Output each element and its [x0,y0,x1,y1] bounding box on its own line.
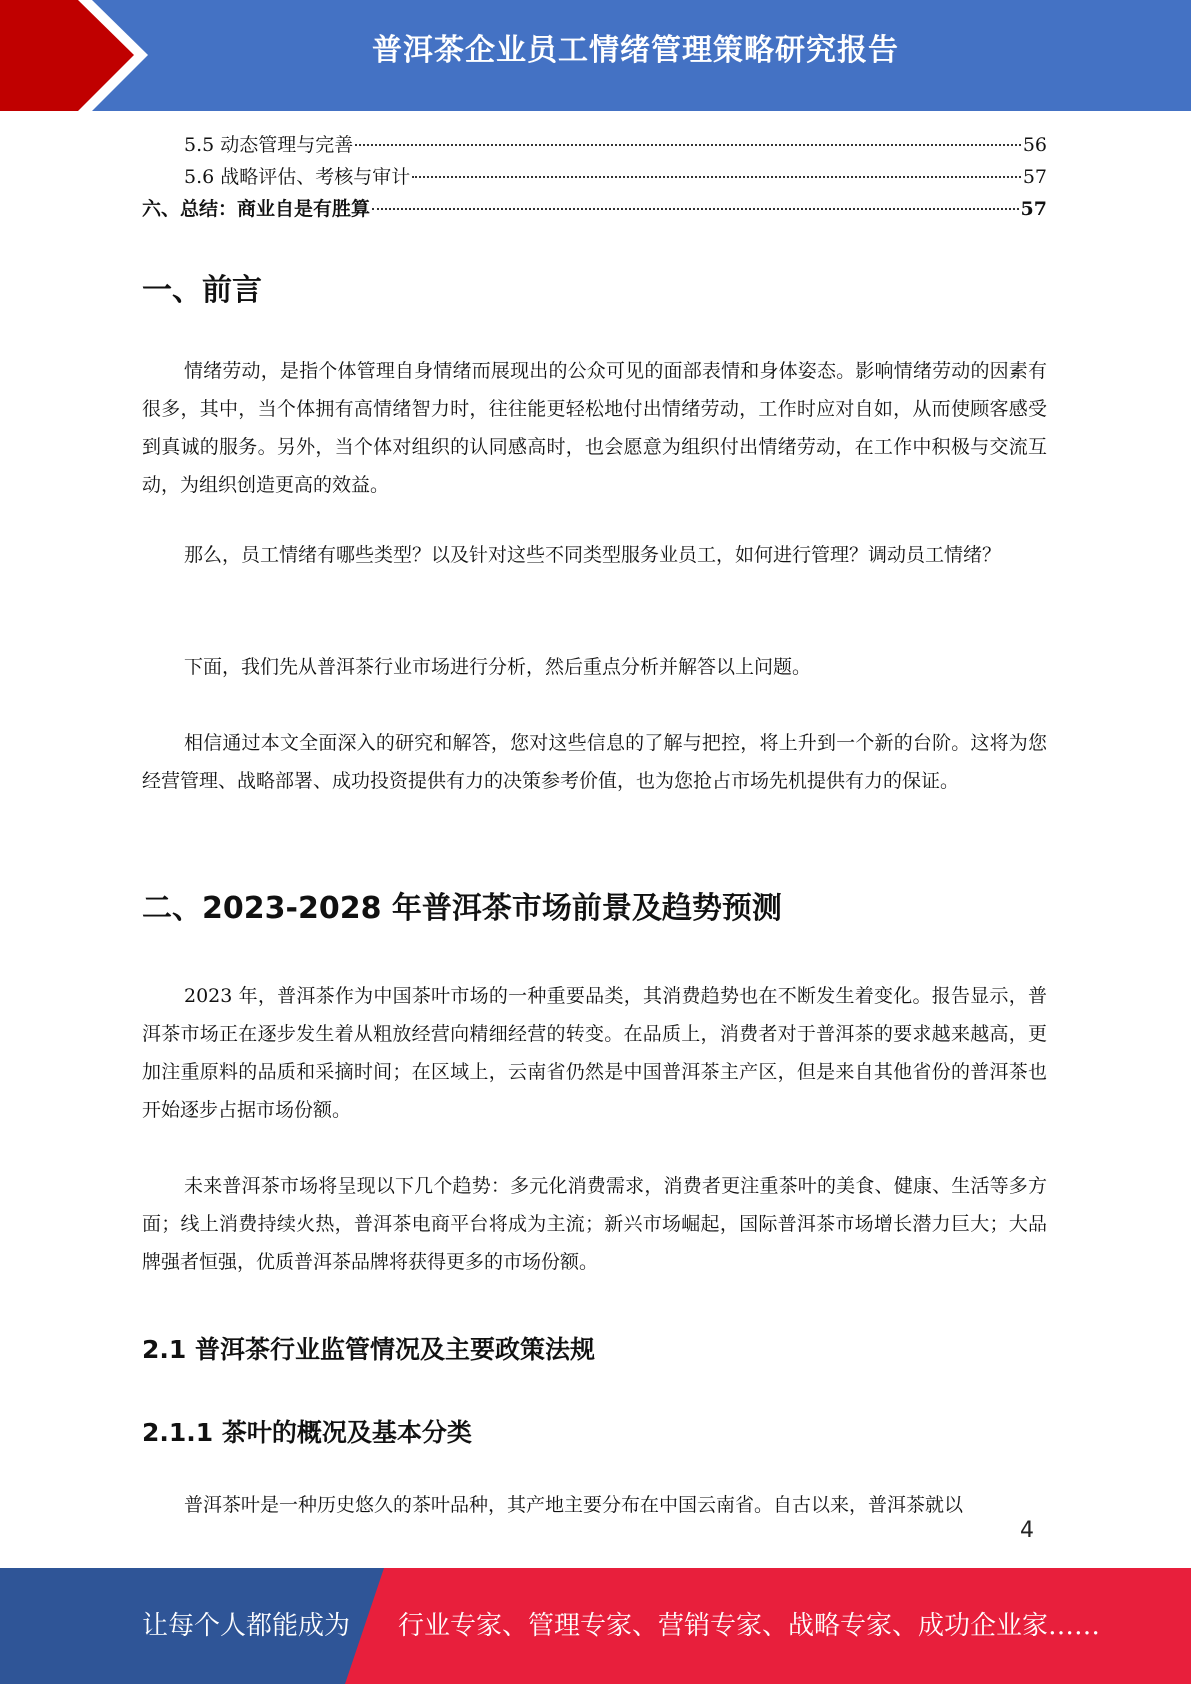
paragraph: 普洱茶叶是一种历史悠久的茶叶品种，其产地主要分布在中国云南省。自古以来，普洱茶就以 [184,1494,964,1516]
toc-leader-dots [355,144,1021,146]
paragraph: 那么，员工情绪有哪些类型？以及针对这些不同类型服务业员工，如何进行管理？调动员工情绪？ [184,544,1002,566]
toc-leader-dots [372,208,1019,210]
toc-leader-dots [412,176,1021,178]
toc-entry-page: 56 [1022,134,1047,156]
paragraph: 下面，我们先从普洱茶行业市场进行分析，然后重点分析并解答以上问题。 [184,656,812,678]
toc-entry-title: 六、总结：商业自是有胜算 [142,198,371,220]
toc-entry-title: 5.5 动态管理与完善 [184,134,354,156]
toc-entry-title: 5.6 战略评估、考核与审计 [184,166,411,188]
paragraph: 未来普洱茶市场将呈现以下几个趋势：多元化消费需求，消费者更注重茶叶的美食、健康、生活等多方面；线上消费持续火热，普洱茶电商平台将成为主流；新兴市场崛起，国际普洱茶市场增长潜力巨大；大品牌强者恒强，优质普洱茶品牌将获得更多的市场份额。 [142,1175,1047,1273]
toc-section [142,120,1047,226]
footer-slogan-left: 让每个人都能成为 [142,1611,351,1641]
paragraph: 2023 年，普洱茶作为中国茶叶市场的一种重要品类，其消费趋势也在不断发生着变化。报告显示，普洱茶市场正在逐步发生着从粗放经营向精细经营的转变。在品质上，消费者对于普洱茶的要求越来越高，更加注重原料的品质和采摘时间；在区域上，云南省仍然是中国普洱茶主产区，但是来自其他省份的普洱茶也开始逐步占据市场份额。 [142,985,1047,1121]
page-footer [0,1568,1191,1684]
footer-slogan-right: 行业专家、管理专家、营销专家、战略专家、成功企业家…… [398,1611,1101,1641]
section-heading: 一、前言 [142,273,262,308]
paragraph: 相信通过本文全面深入的研究和解答，您对这些信息的了解与把控，将上升到一个新的台阶。这将为您经营管理、战略部署、成功投资提供有力的决策参考价值，也为您抢占市场先机提供有力的保证。 [142,732,1047,792]
page-header [0,0,1191,111]
paragraph: 情绪劳动，是指个体管理自身情绪而展现出的公众可见的面部表情和身体姿态。影响情绪劳动的因素有很多，其中，当个体拥有高情绪智力时，往往能更轻松地付出情绪劳动，工作时应对自如，从而使顾客感受到真诚的服务。另外，当个体对组织的认同感高时，也会愿意为组织付出情绪劳动，在工作中积极与交流互动，为组织创造更高的效益。 [142,360,1047,496]
toc-entry[interactable] [142,162,1047,194]
subsection-heading: 2.1 普洱茶行业监管情况及主要政策法规 [142,1335,595,1364]
section-heading: 二、2023-2028 年普洱茶市场前景及趋势预测 [142,891,782,926]
toc-entry-page: 57 [1022,166,1047,188]
table-of-contents [142,130,1047,226]
subsection-heading: 2.1.1 茶叶的概况及基本分类 [142,1418,472,1447]
toc-entry[interactable] [142,194,1047,226]
toc-entry[interactable] [142,130,1047,162]
report-title: 普洱茶企业员工情绪管理策略研究报告 [372,33,899,68]
toc-entry-page: 57 [1020,198,1047,220]
page-number: 4 [1020,1518,1034,1543]
